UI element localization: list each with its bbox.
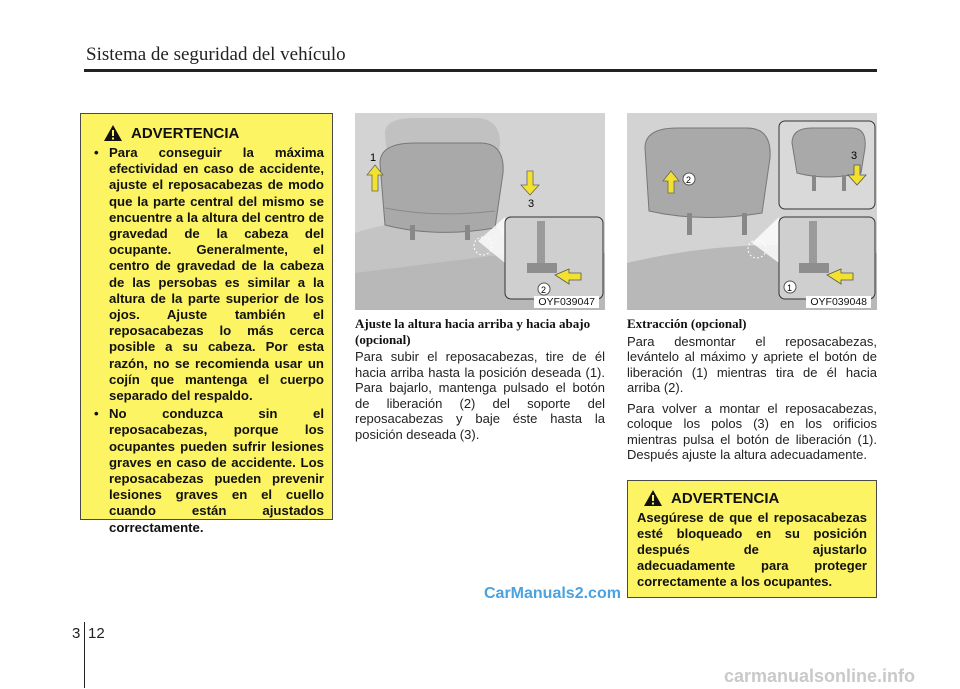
warning-box-right (627, 480, 877, 598)
callout-1: 1 (787, 283, 793, 293)
adjust-heading: Ajuste la altura hacia arriba y hacia abajo (opcional) (355, 316, 591, 347)
headrest-adjust-illustration (355, 113, 605, 310)
figure-code: OYF039047 (534, 296, 599, 308)
callout-3: 3 (528, 198, 535, 210)
watermark-link[interactable]: CarManuals2.com (484, 585, 621, 602)
headrest-removal-illustration (627, 113, 877, 310)
removal-paragraph-1: Para desmontar el reposacabezas, levántelo al máximo y apriete el botón de liberación (1) mientras tira de él hacia arriba (2). (627, 333, 877, 395)
callout-1: 1 (370, 152, 377, 164)
callout-2: 2 (541, 285, 547, 295)
warning-text: Asegúrese de que el reposacabezas esté bloqueado en su posición después de ajustarlo adecuadamente para proteger correctamente a los ocupantes. (637, 510, 867, 589)
callout-3: 3 (851, 150, 858, 162)
warning-header (89, 124, 324, 142)
removal-heading: Extracción (opcional) (627, 316, 747, 331)
warning-list (89, 145, 324, 536)
warning-header (637, 489, 867, 507)
watermark-footer: carmanualsonline.info (724, 666, 916, 686)
headrest-removal-figure (627, 113, 877, 310)
removal-paragraph-2: Para volver a montar el reposacabezas, coloque los polos (3) en los orificios mientras pulsa el botón de liberación (1). Después ajuste la altura adecuadamente. (627, 400, 877, 462)
removal-section (627, 316, 877, 468)
adjust-paragraph: Para subir el reposacabezas, tire de él hacia arriba hasta la posición deseada (1). Para bajarlo, mantenga pulsado el botón de liberación (2) del soporte del reposacabezas y baje éste hasta la posición deseada (3). (355, 349, 605, 442)
page-number: 12 (88, 625, 105, 642)
page-header-title: Sistema de seguridad del vehículo (86, 44, 346, 65)
warning-triangle-icon (103, 124, 123, 142)
warning-title: ADVERTENCIA (131, 124, 240, 142)
header-rule (84, 69, 877, 72)
warning-triangle-icon (643, 489, 663, 507)
adjust-section (355, 316, 605, 447)
warning-box-left (80, 113, 333, 535)
headrest-adjust-figure (355, 113, 605, 310)
warning-title: ADVERTENCIA (671, 489, 780, 507)
page-number-rule (84, 622, 85, 688)
callout-2: 2 (686, 175, 692, 185)
warning-item: • Para conseguir la máxima efectividad en caso de accidente, ajuste el reposacabezas de modo que la parte central del mismo se encuentre a la altura del centro de gravedad de la cabeza del ocupante. Generalmente, el centro de gravedad de la cabeza de las persobas es similar a la altura de la parte superior de los ojos. Ajuste también el reposacabezas lo más cerca posible a su cabeza. Por esta razón, no se recomienda usar un cojín que mantenga el cuerpo separado del respaldo. (89, 145, 324, 404)
figure-code: OYF039048 (806, 296, 871, 308)
warning-item: • No conduzca sin el reposacabezas, porque los ocupantes pueden sufrir lesiones graves en caso de accidente. Los reposacabezas pueden prevenir lesiones graves en el cuello cuando están ajustados correctamente. (89, 406, 324, 536)
section-number: 3 (72, 625, 81, 642)
